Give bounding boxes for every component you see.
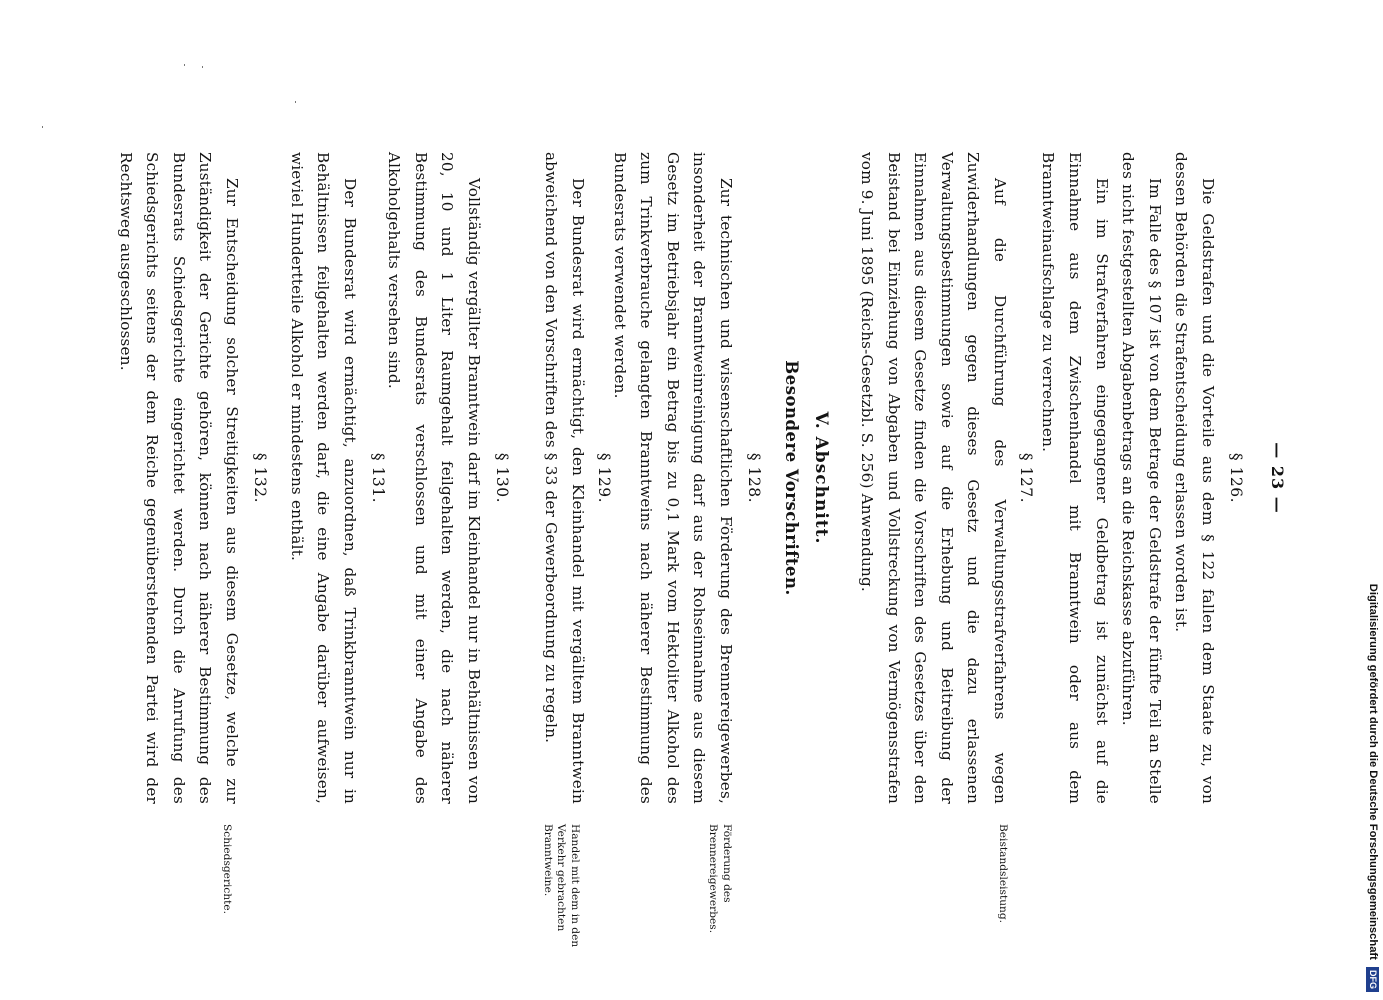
section-129-body: [538, 152, 591, 804]
print-speck: [295, 101, 296, 103]
digitization-notice: [1363, 8, 1383, 992]
paragraph: Ein im Strafverfahren eingegangener Geldbetrag ist zunächst auf die Einnahme aus dem Zwischenhandel mit Branntwein oder aus dem Branntweinaufschlage zu verrechnen.: [1039, 152, 1111, 804]
section-130-heading: § 130.: [493, 452, 511, 504]
margin-note-handel: Handel mit dem in den Verkehr gebrachten Branntweine.: [542, 824, 581, 948]
digitization-notice-text: Digitalisierung gefördert durch die Deutsche Forschungsgemeinschaft: [1367, 583, 1379, 960]
section-132-body: [112, 152, 245, 804]
margin-note-schied: Schiedsgerichte.: [221, 824, 233, 915]
section-129-heading: § 129.: [595, 452, 613, 504]
section-126-heading: § 126.: [1227, 452, 1245, 504]
section-128-heading: § 128.: [745, 452, 763, 504]
print-speck: [42, 126, 43, 128]
section-128-body: [606, 152, 739, 804]
print-speck: [184, 64, 185, 66]
dfg-logo: DFG: [1366, 967, 1379, 992]
part-title: V. Abschnitt.: [811, 411, 831, 545]
paragraph: Vollständig vergällter Branntwein darf im Kleinhandel nur in Behältnissen von 20, 10 und 1 Liter Raumgehalt feilgehalten werden, die nach näherer Bestimmung des Bundesrats verschlossen und mit einer Angabe des Alkoholgehalts versehen sind.: [385, 152, 483, 804]
paragraph: Zur Entscheidung solcher Streitigkeiten aus diesem Gesetze, welche zur Zuständigkeit der Gerichte gehören, können nach näherer Bestimmung des Bundesrats Schiedsgerichte eingerichtet werden. Durch die Anrufung des Schiedsgerichts seitens der dem Reiche gegenüberstehenden Partei wird der Rechtsweg ausgeschlossen.: [116, 152, 241, 804]
section-130-body: [381, 152, 487, 804]
section-127-heading: § 127.: [1017, 452, 1035, 504]
print-speck: [202, 66, 203, 68]
paragraph: Der Bundesrat wird ermächtigt, anzuordnen, daß Trinkbranntwein nur in Behältnissen feilgehalten werden darf, die eine Angabe darüber aufweisen, wieviel Hundertteile Alkohol er mindestens enthält.: [287, 152, 359, 804]
paragraph: Die Geldstrafen und die Vorteile aus dem § 122 fallen dem Staate zu, von dessen Behörden die Strafentscheidung erlassen worden ist.: [1172, 152, 1217, 804]
section-132-heading: § 132.: [251, 452, 269, 504]
page-number: — 23 —: [1268, 442, 1287, 514]
margin-note-foerderung: Förderung des Brennereigewerbes.: [707, 824, 733, 934]
section-131-heading: § 131.: [369, 452, 387, 504]
paragraph: Im Falle des § 107 ist von dem Betrage der Geldstrafe der fünfte Teil an Stelle des nicht festgestellten Abgabenbetrags an die Reichskasse abzuführen.: [1119, 152, 1164, 804]
margin-note-beistand: Beistandsleistung.: [997, 824, 1009, 924]
paragraph: Der Bundesrat wird ermächtigt, den Kleinhandel mit vergälltem Branntwein abweichend von den Vorschriften des § 33 der Gewerbeordnung zu regeln.: [542, 152, 587, 804]
paragraph: Zur technischen und wissenschaftlichen Förderung des Brennereigewerbes, insonderheit der Branntweinreinigung darf aus der Rohseinnahme aus diesem Gesetz im Betriebsjahr ein Betrag bis zu 0,1 Mark vom Hektoliter Alkohol des zum Trinkverbrauche gelangten Branntweins nach näherer Bestimmung des Bundesrats verwendet werden.: [610, 152, 735, 804]
part-subtitle: Besondere Vorschriften.: [782, 360, 801, 596]
section-131-body: [283, 152, 363, 804]
section-127-body: [853, 152, 1013, 804]
paragraph: Auf die Durchführung des Verwaltungsstrafverfahrens wegen Zuwiderhandlungen gegen dieses Gesetz und die dazu erlassenen Verwaltungsbestimmungen sowie auf die Erhebung und Beitreibung der Einnahmen aus diesem Gesetze finden die Vorschriften des Gesetzes über den Beistand bei Einziehung von Abgaben und Vollstreckung von Vermögensstrafen vom 9. Juni 1895 (Reichs-Gesetzbl. S. 256) Anwendung.: [858, 152, 1009, 804]
section-126-body: [1035, 152, 1221, 804]
